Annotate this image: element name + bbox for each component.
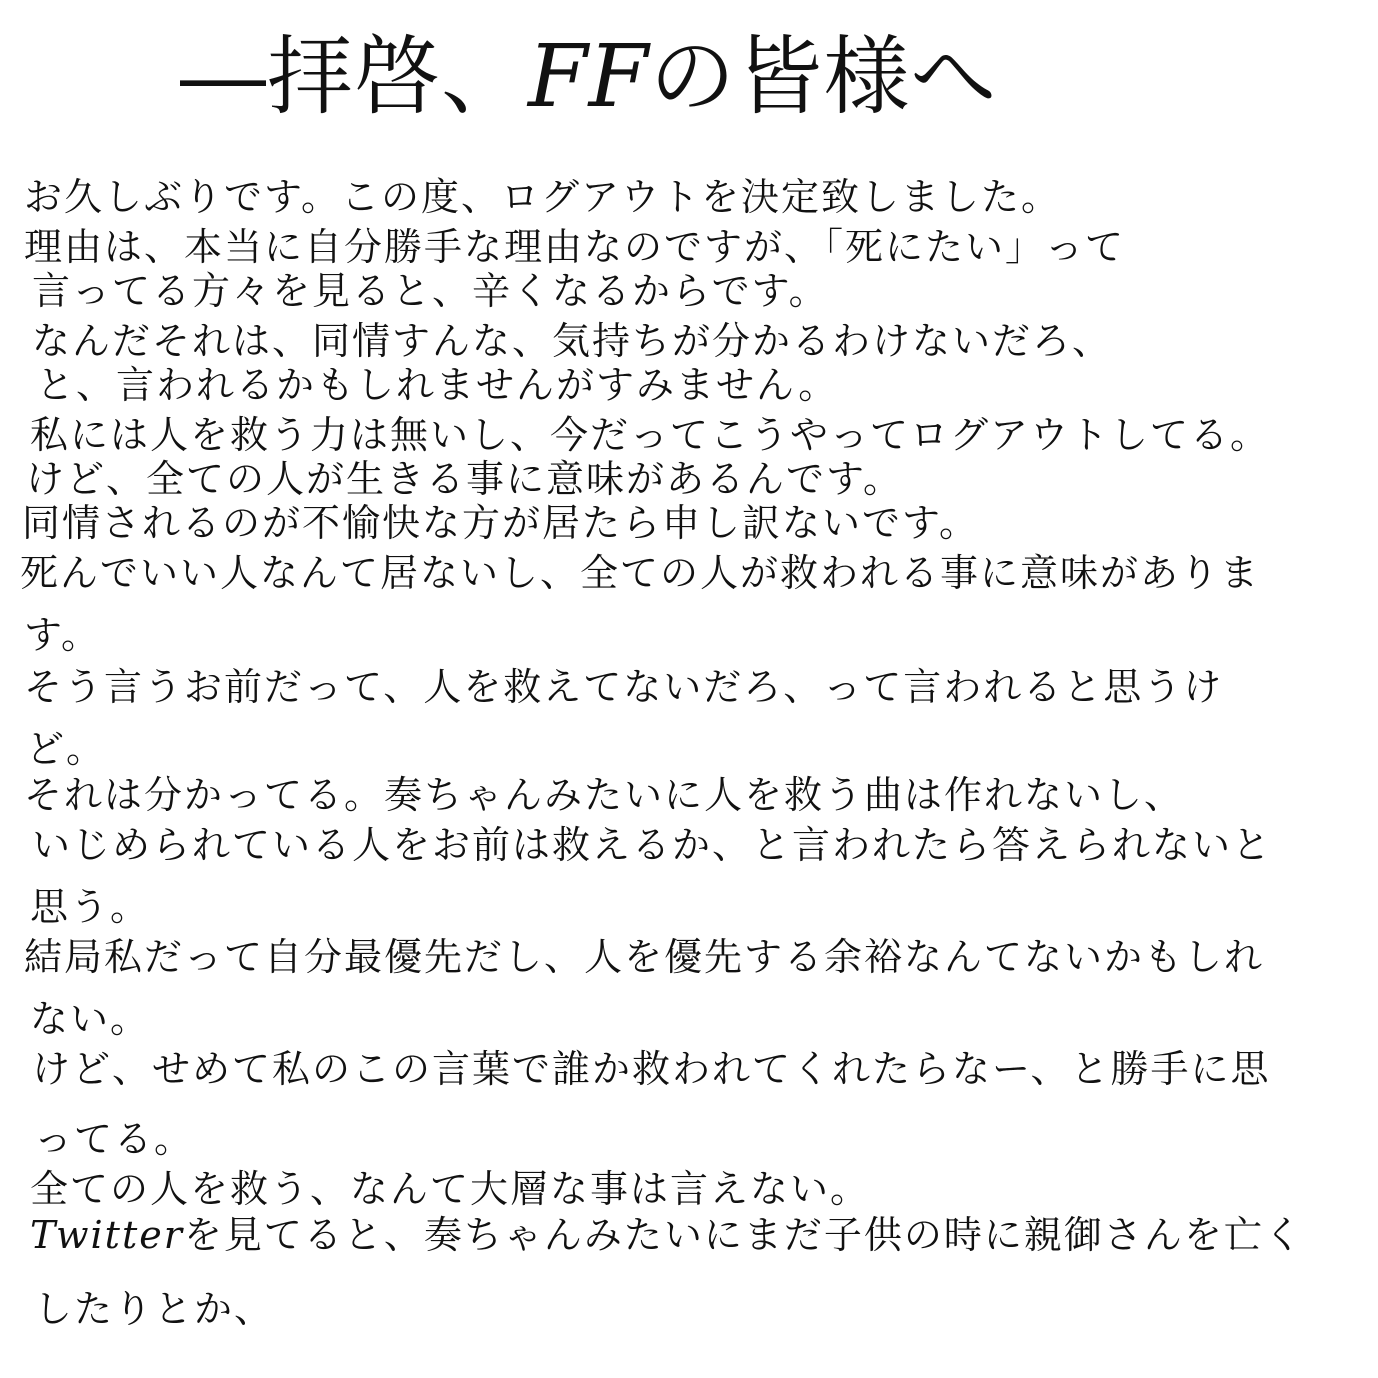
body-line-10: す。: [24, 613, 101, 657]
body-line-17: ない。: [30, 997, 151, 1041]
body-line-19: ってる。: [34, 1117, 195, 1161]
title-ff: FF: [528, 27, 650, 127]
body-line-4: なんだそれは、同情すんな、気持ちが分かるわけないだろ、: [32, 319, 1113, 363]
body-line-1: お久しぶりです。この度、ログアウトを決定致しました。: [24, 175, 1061, 219]
body-line-13: それは分かってる。奏ちゃんみたいに人を救う曲は作れないし、: [24, 773, 1185, 817]
title-prefix: ―拝啓、: [180, 27, 528, 127]
body-line-16: 結局私だって自分最優先だし、人を優先する余裕なんてないかもしれ: [24, 935, 1265, 979]
body-line-22: したりとか、: [34, 1287, 275, 1331]
body-line-8: 同情されるのが不愉快な方が居たら申し訳ないです。: [22, 501, 979, 545]
body-line-21-rest: を見てると、奏ちゃんみたいにまだ子供の時に親御さんを亡く: [183, 1213, 1304, 1257]
body-line-11: そう言うお前だって、人を救えてないだろ、って言われると思うけ: [24, 665, 1224, 709]
body-line-14: いじめられている人をお前は救えるか、と言われたら答えられないと: [32, 823, 1273, 867]
body-line-3: 言ってる方々を見ると、辛くなるからです。: [32, 269, 829, 313]
body-line-15: 思う。: [30, 885, 151, 929]
title-suffix: の皆様へ: [649, 27, 998, 127]
twitter-word: Twitter: [30, 1213, 184, 1257]
body-line-20: 全ての人を救う、なんて大層な事は言えない。: [30, 1167, 871, 1211]
body-line-2: 理由は、本当に自分勝手な理由なのですが、「死にたい」って: [24, 225, 1126, 269]
body-line-18: けど、せめて私のこの言葉で誰か救われてくれたらなー、と勝手に思: [32, 1047, 1271, 1091]
body-line-6: 私には人を救う力は無いし、今だってこうやってログアウトしてる。: [30, 413, 1271, 457]
body-line-9: 死んでいい人なんて居ないし、全ての人が救われる事に意味がありま: [20, 551, 1261, 595]
body-line-21: [30, 1212, 1304, 1258]
body-line-7: けど、全ての人が生きる事に意味があるんです。: [26, 457, 903, 501]
body-line-12: ど。: [26, 727, 107, 771]
body-line-5: と、言われるかもしれませんがすみません。: [36, 363, 839, 407]
